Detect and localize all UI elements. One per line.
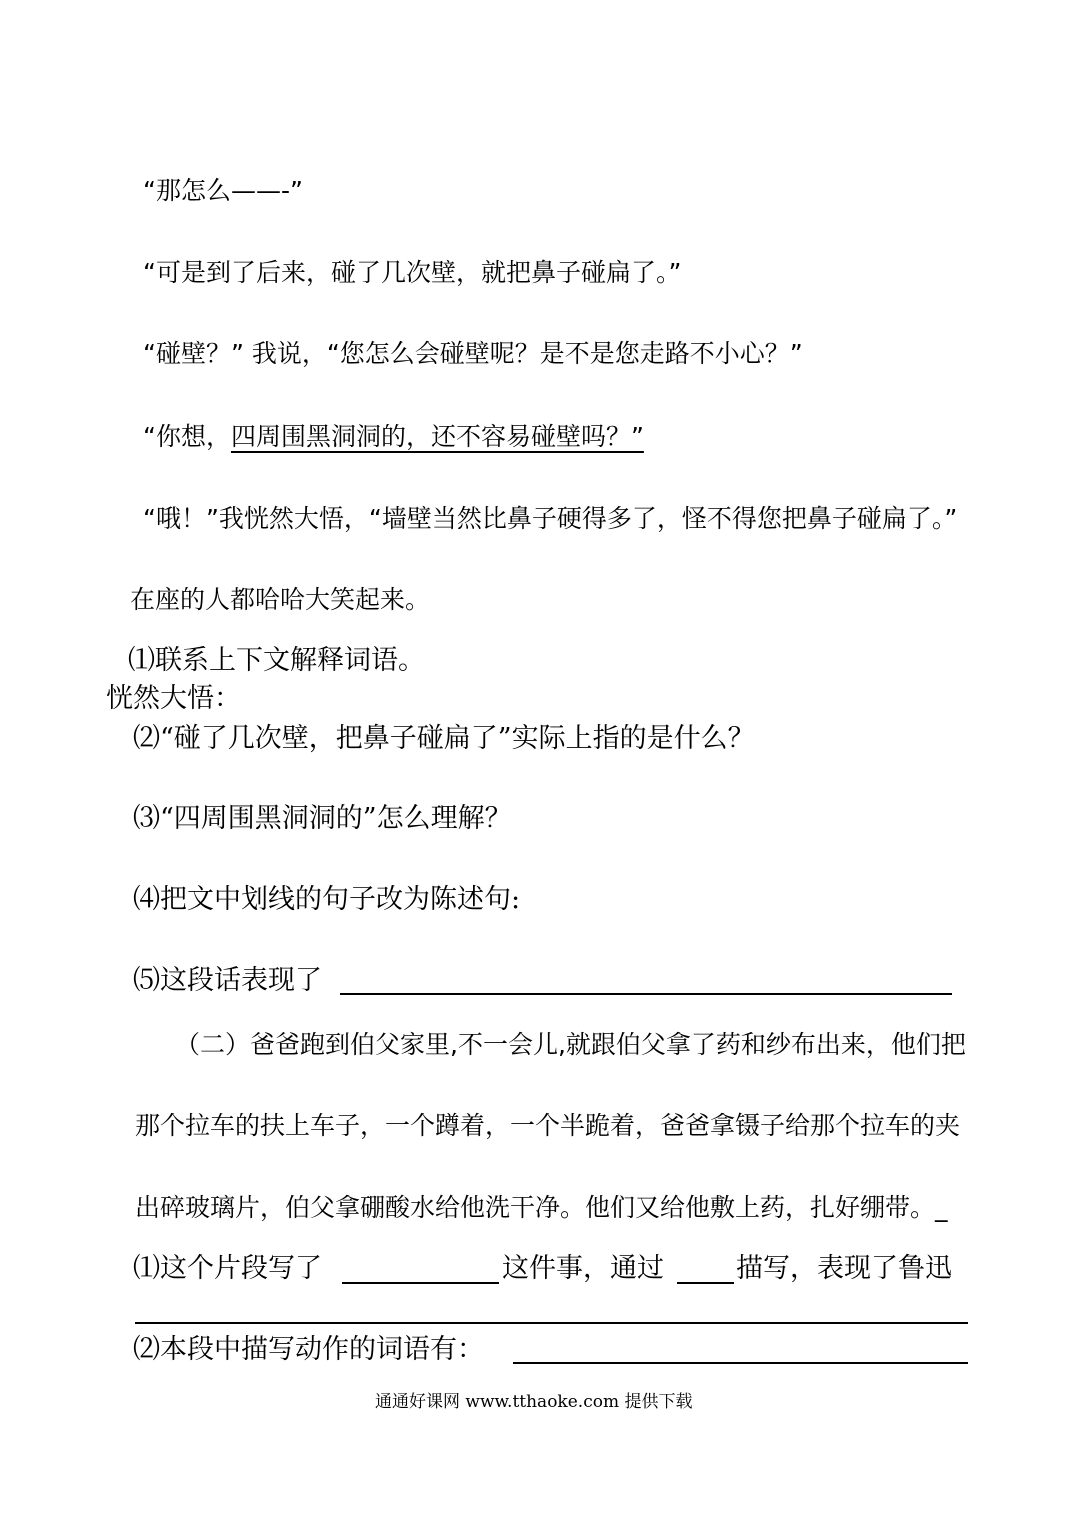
question-1-term: 恍然大悟： (106, 683, 241, 714)
question-2: ⑵“碰了几次壁，把鼻子碰扁了”实际上指的是什么？ (133, 723, 755, 754)
underlined-sentence: 四周围黑洞洞的，还不容易碰壁吗？” (230, 422, 644, 451)
dialogue-line-4 (143, 424, 644, 449)
answer-line-event[interactable] (342, 1282, 499, 1284)
answer-line-q5[interactable] (340, 993, 952, 995)
answer-line-full-width[interactable] (135, 1322, 968, 1324)
p2-question-1-part-b: 这件事，通过 (502, 1253, 664, 1284)
answer-line-q2[interactable] (513, 1362, 968, 1364)
dialogue-line-1: “那怎么——-” (143, 176, 303, 205)
question-4: ⑷把文中划线的句子改为陈述句: (133, 884, 521, 915)
passage2-line-3: 出碎玻璃片，伯父拿硼酸水给他洗干净。他们又给他敷上药，扎好绷带。_ (135, 1193, 948, 1222)
p2-question-1-part-a: ⑴这个片段写了 (133, 1253, 322, 1284)
dialogue-line-5: “哦！”我恍然大悟，“墙壁当然比鼻子硬得多了，怪不得您把鼻子碰扁了。” (143, 504, 958, 533)
p2-question-1-part-c: 描写，表现了鲁迅 (736, 1253, 952, 1284)
dialogue-line-2: “可是到了后来，碰了几次壁，就把鼻子碰扁了。” (143, 258, 682, 287)
dialogue-line-6: 在座的人都哈哈大笑起来。 (130, 585, 431, 614)
dialogue-line-4-prefix: “你想， (143, 422, 231, 451)
question-1: ⑴联系上下文解释词语。 (128, 645, 425, 676)
p2-question-2: ⑵本段中描写动作的词语有： (133, 1334, 484, 1365)
question-5: ⑸这段话表现了 (133, 965, 322, 996)
footer-text: 通通好课网 www.tthaoke.com 提供下载 (375, 1392, 693, 1412)
answer-line-description[interactable] (677, 1282, 734, 1284)
passage2-line-2: 那个拉车的扶上车子，一个蹲着，一个半跪着，爸爸拿镊子给那个拉车的夹 (135, 1111, 961, 1140)
passage2-line-1: （二）爸爸跑到伯父家里,不一会儿,就跟伯父拿了药和纱布出来，他们把 (175, 1030, 966, 1059)
dialogue-line-3: “碰壁？” 我说，“您怎么会碰壁呢？是不是您走路不小心？” (143, 339, 803, 368)
question-3: ⑶“四周围黑洞洞的”怎么理解？ (133, 803, 512, 834)
